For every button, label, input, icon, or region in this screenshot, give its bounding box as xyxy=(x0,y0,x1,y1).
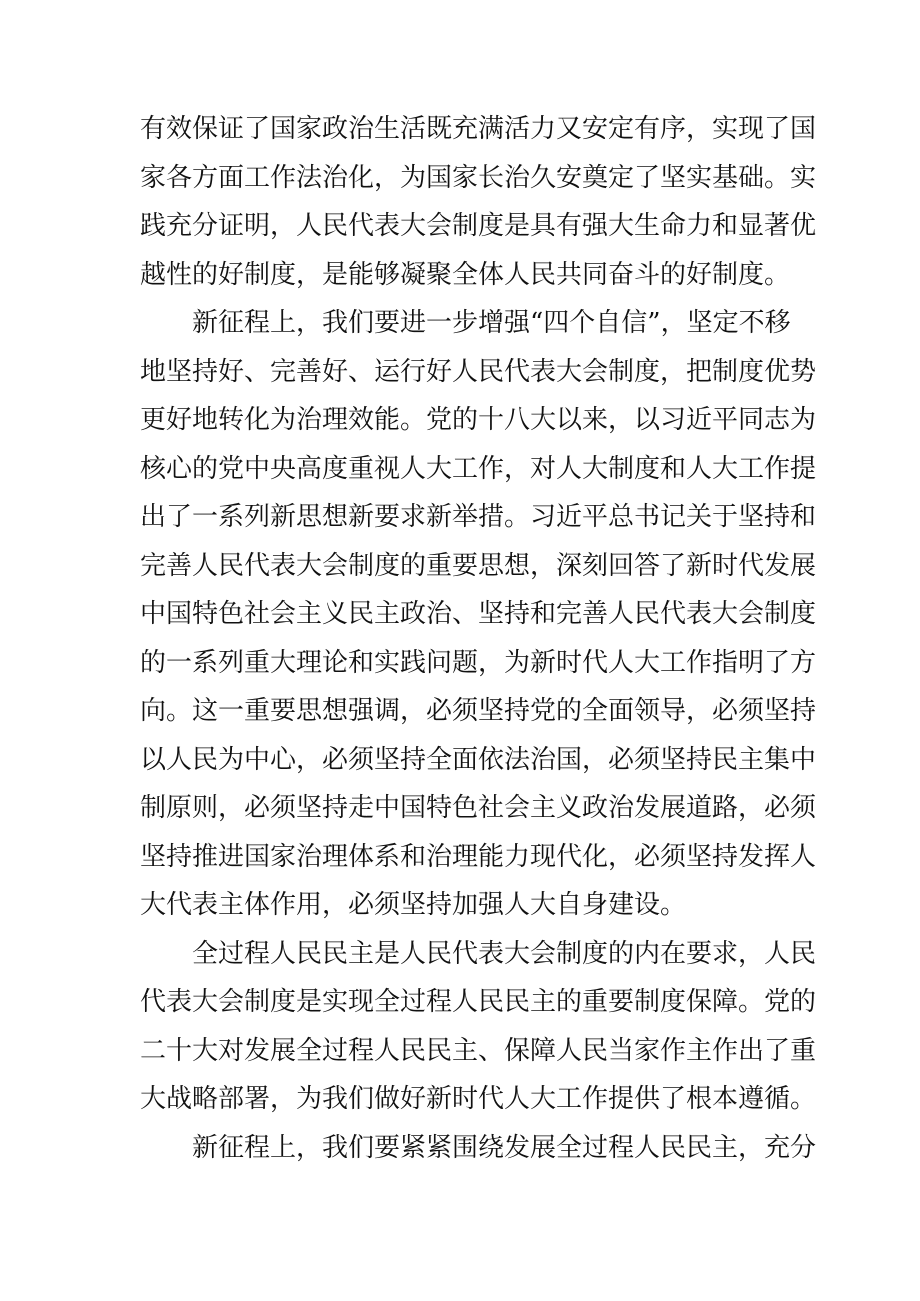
text-line: 代表大会制度是实现全过程人民民主的重要制度保障。党的 xyxy=(140,987,817,1017)
text-line: 更好地转化为治理效能。党的十八大以来，以习近平同志为 xyxy=(140,405,817,435)
text-line: 大战略部署，为我们做好新时代人大工作提供了根本遵循。 xyxy=(140,1084,817,1114)
text-line: 向。这一重要思想强调，必须坚持党的全面领导，必须坚持 xyxy=(140,696,817,726)
text-line: 核心的党中央高度重视人大工作，对人大制度和人大工作提 xyxy=(140,453,817,484)
text-line: 有效保证了国家政治生活既充满活力又安定有序，实现了国 xyxy=(140,114,817,144)
text-line: 以人民为中心，必须坚持全面依法治国，必须坚持民主集中 xyxy=(140,744,817,775)
text-line: 坚持推进国家治理体系和治理能力现代化，必须坚持发挥人 xyxy=(140,841,817,872)
text-line: 中国特色社会主义民主政治、坚持和完善人民代表大会制度 xyxy=(140,599,817,629)
paragraph xyxy=(140,299,817,930)
text-line: 新征程上，我们要进一步增强“四个自信”，坚定不移 xyxy=(192,308,791,338)
text-line: 家各方面工作法治化，为国家长治久安奠定了坚实基础。实 xyxy=(140,162,817,193)
body-text xyxy=(140,105,817,1172)
text-line: 越性的好制度，是能够凝聚全体人民共同奋斗的好制度。 xyxy=(140,259,791,290)
text-line: 全过程人民民主是人民代表大会制度的内在要求，人民 xyxy=(192,938,817,969)
text-line: 二十大对发展全过程人民民主、保障人民当家作主作出了重 xyxy=(140,1035,817,1066)
text-line: 践充分证明，人民代表大会制度是具有强大生命力和显著优 xyxy=(140,211,817,241)
paragraph xyxy=(140,105,817,299)
text-line: 大代表主体作用，必须坚持加强人大自身建设。 xyxy=(140,890,687,920)
text-line: 的一系列重大理论和实践问题，为新时代人大工作指明了方 xyxy=(140,647,817,678)
paragraph xyxy=(140,1124,817,1173)
text-line: 新征程上，我们要紧紧围绕发展全过程人民民主，充分 xyxy=(192,1132,817,1163)
text-line: 地坚持好、完善好、运行好人民代表大会制度，把制度优势 xyxy=(140,356,817,387)
text-line: 完善人民代表大会制度的重要思想，深刻回答了新时代发展 xyxy=(140,550,817,581)
text-line: 出了一系列新思想新要求新举措。习近平总书记关于坚持和 xyxy=(140,502,817,532)
paragraph xyxy=(140,930,817,1124)
text-line: 制原则，必须坚持走中国特色社会主义政治发展道路，必须 xyxy=(140,793,817,823)
